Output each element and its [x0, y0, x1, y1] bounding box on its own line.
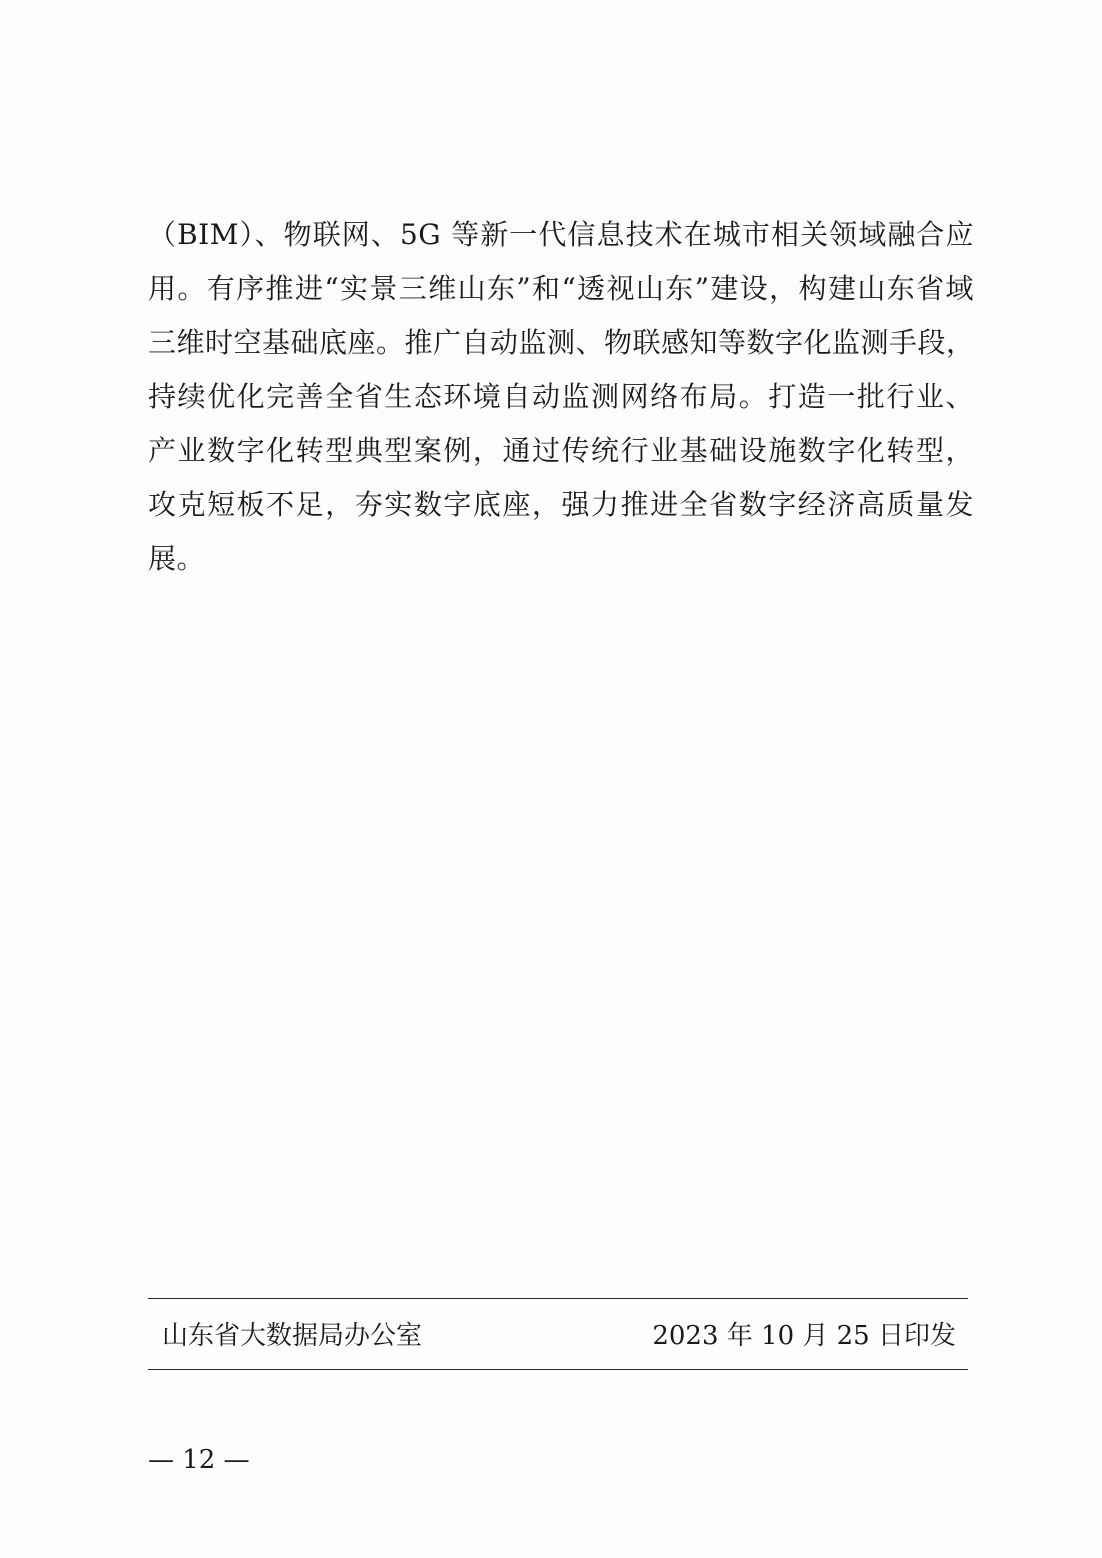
- paragraph-line: 三维时空基础底座。推广自动监测、物联感知等数字化监测手段，: [148, 326, 975, 359]
- footer-issuer: 山东省大数据局办公室: [162, 1321, 423, 1351]
- paragraph-line: （BIM）、物联网、5G 等新一代信息技术在城市相关领域融合应: [148, 218, 974, 251]
- footer-top-rule: [148, 1298, 968, 1299]
- page-number: — 12 —: [148, 1445, 250, 1475]
- paragraph-line: 展。: [148, 542, 206, 575]
- paragraph-line: 产业数字化转型典型案例，通过传统行业基础设施数字化转型，: [148, 434, 974, 467]
- paragraph-line: 持续优化完善全省生态环境自动监测网络布局。打造一批行业、: [148, 380, 974, 413]
- body-paragraph: [148, 208, 974, 586]
- paragraph-line: 用。有序推进“实景三维山东”和“透视山东”建设，构建山东省域: [148, 272, 974, 305]
- paragraph-line: 攻克短板不足，夯实数字底座，强力推进全省数字经济高质量发: [148, 488, 974, 521]
- footer-bottom-rule: [148, 1369, 968, 1370]
- footer-print-date: 2023 年 10 月 25 日印发: [652, 1321, 956, 1351]
